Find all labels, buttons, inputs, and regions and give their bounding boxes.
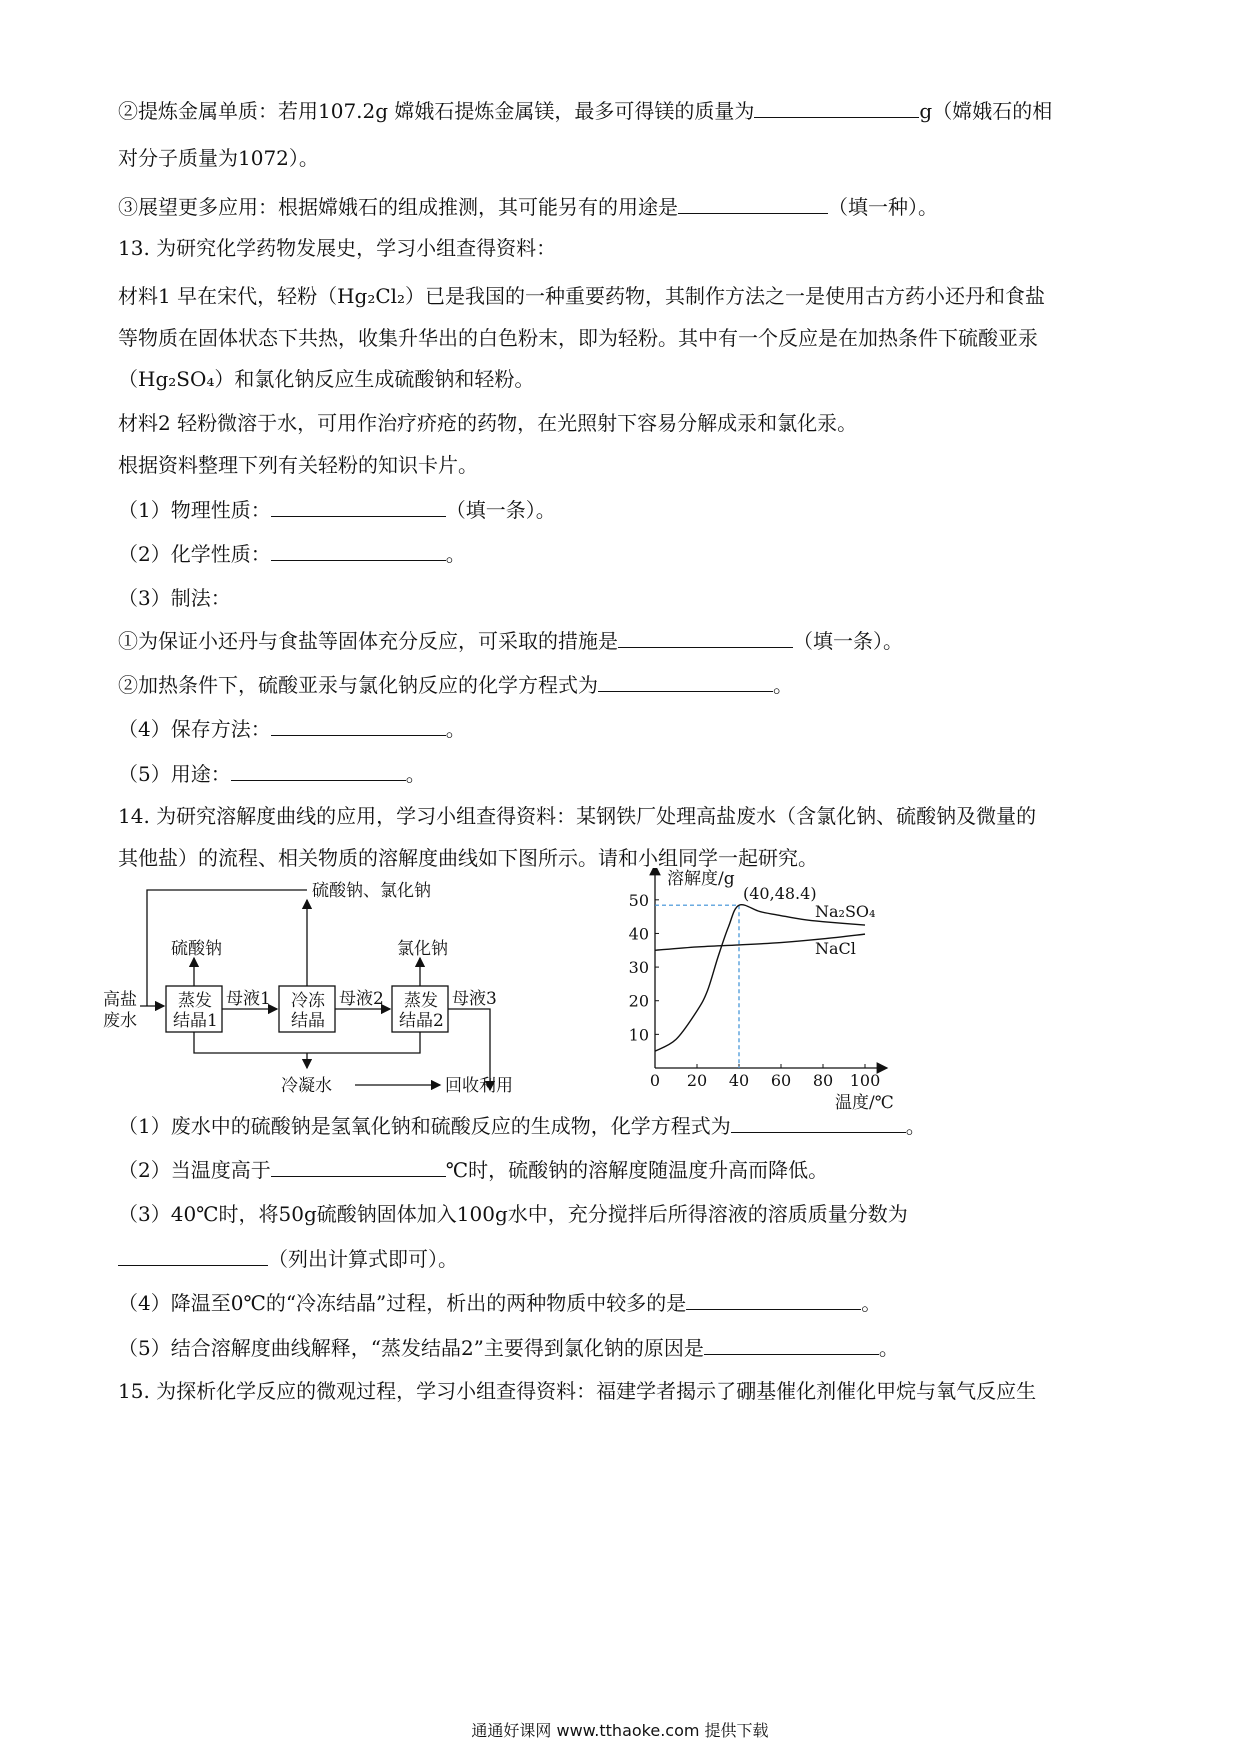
q13-sub3-1: ①为保证小还丹与食盐等固体充分反应，可采取的措施是 （填一条）。 [118, 625, 1128, 656]
q13-material1-line2: 等物质在固体状态下共热，收集升华出的白色粉末，即为轻粉。其中有一个反应是在加热条件下硫酸亚汞 [118, 326, 1038, 350]
x-tick-label: 40 [728, 1071, 750, 1090]
series-label-0: Na₂SO₄ [815, 902, 876, 922]
flow-input-label-2: 废水 [103, 1011, 137, 1031]
flow-out3-label: 氯化钠 [397, 939, 448, 959]
flow-recycle-label: 回收利用 [445, 1076, 513, 1096]
flow-box2-label-1: 冷冻 [291, 991, 325, 1011]
q12-part3: ③展望更多应用：根据嫦娥石的组成推测，其可能另有的用途是 （填一种）。 [118, 191, 1128, 222]
answer-blank[interactable] [598, 669, 773, 692]
x-tick-label: 100 [849, 1071, 881, 1090]
q13-sub4: （4）保存方法： 。 [118, 713, 1128, 744]
answer-blank[interactable] [271, 494, 446, 517]
q15-intro: 15. 为探析化学反应的微观过程，学习小组查得资料：福建学者揭示了硼基催化剂催化甲烷与氧气反应生 [118, 1379, 1037, 1403]
answer-blank[interactable] [618, 625, 793, 648]
q14-sub1: （1）废水中的硫酸钠是氢氧化钠和硫酸反应的生成物，化学方程式为 。 [118, 1110, 1128, 1141]
solubility-chart [620, 868, 950, 1128]
q14-sub3-line2: （列出计算式即可）。 [118, 1243, 1128, 1274]
flow-condensate-label: 冷凝水 [281, 1076, 332, 1096]
flow-liquor1-label: 母液1 [226, 989, 271, 1009]
flow-box2-label-2: 结晶 [291, 1011, 325, 1031]
answer-blank[interactable] [118, 1243, 268, 1266]
q13-sub3-2: ②加热条件下，硫酸亚汞与氯化钠反应的化学方程式为 。 [118, 669, 1128, 700]
q14-sub4: （4）降温至0℃的“冷冻结晶”过程，析出的两种物质中较多的是 。 [118, 1287, 1128, 1318]
flow-top-product-label: 硫酸钠、氯化钠 [312, 881, 431, 901]
q12-part2-line1: ②提炼金属单质：若用107.2g 嫦娥石提炼金属镁，最多可得镁的质量为 g（嫦娥石的相 [118, 95, 1128, 126]
flow-liquor3-label: 母液3 [452, 989, 497, 1009]
q13-sub3: （3）制法： [118, 586, 231, 610]
answer-blank[interactable] [686, 1287, 861, 1310]
flow-box3-label-1: 蒸发 [404, 991, 438, 1011]
answer-blank[interactable] [704, 1332, 879, 1355]
flow-box1-label-2: 结晶1 [173, 1011, 218, 1031]
flow-box3-label-2: 结晶2 [399, 1011, 444, 1031]
y-tick-label: 30 [628, 958, 649, 978]
x-tick-label: 20 [686, 1071, 708, 1090]
answer-blank[interactable] [231, 758, 406, 781]
answer-blank[interactable] [271, 1154, 446, 1177]
y-tick-label: 20 [628, 991, 649, 1011]
q14-sub5: （5）结合溶解度曲线解释，“蒸发结晶2”主要得到氯化钠的原因是 。 [118, 1332, 1128, 1363]
flow-input-label-1: 高盐 [103, 990, 137, 1010]
q13-material1-line3: （Hg₂SO₄）和氯化钠反应生成硫酸钠和轻粉。 [118, 367, 535, 391]
q14-sub3-line1: （3）40℃时，将50g硫酸钠固体加入100g水中，充分搅拌后所得溶液的溶质质量分数为 [118, 1202, 908, 1226]
answer-blank[interactable] [678, 191, 828, 214]
x-tick-label: 60 [770, 1071, 792, 1090]
x-tick-label: 80 [812, 1071, 834, 1090]
y-axis-label: 溶解度/g [667, 869, 735, 889]
process-flowchart [100, 880, 620, 1140]
page-footer: 通通好课网 www.tthaoke.com 提供下载 [471, 1721, 769, 1740]
q14-intro-line1: 14. 为研究溶解度曲线的应用，学习小组查得资料：某钢铁厂处理高盐废水（含氯化钠、硫酸钠及微量的 [118, 804, 1037, 828]
series-label-1: NaCl [815, 939, 856, 959]
point-annotation: (40,48.4) [743, 884, 817, 904]
q13-sub5: （5）用途： 。 [118, 758, 1128, 789]
answer-blank[interactable] [271, 713, 446, 736]
q13-intro: 13. 为研究化学药物发展史，学习小组查得资料： [118, 236, 557, 260]
q13-sub1: （1）物理性质： （填一条）。 [118, 494, 1128, 525]
flow-out1-label: 硫酸钠 [171, 939, 222, 959]
flow-box1-label-1: 蒸发 [178, 991, 212, 1011]
q14-intro-line2: 其他盐）的流程、相关物质的溶解度曲线如下图所示。请和小组同学一起研究。 [118, 846, 818, 870]
q13-material2: 材料2 轻粉微溶于水，可用作治疗疥疮的药物，在光照射下容易分解成汞和氯化汞。 [118, 411, 858, 435]
x-tick-label: 0 [649, 1071, 661, 1090]
q14-sub2: （2）当温度高于 ℃时，硫酸钠的溶解度随温度升高而降低。 [118, 1154, 1128, 1185]
answer-blank[interactable] [731, 1110, 906, 1133]
x-axis-label: 温度/℃ [835, 1093, 894, 1113]
y-tick-label: 50 [628, 890, 649, 910]
q13-lead: 根据资料整理下列有关轻粉的知识卡片。 [118, 453, 478, 477]
y-tick-label: 40 [628, 924, 649, 944]
answer-blank[interactable] [271, 538, 446, 561]
q12-part2-line2: 对分子质量为1072）。 [118, 146, 319, 170]
series-line-0 [655, 905, 865, 1052]
q13-sub2: （2）化学性质： 。 [118, 538, 1128, 569]
answer-blank[interactable] [754, 95, 919, 118]
flow-liquor2-label: 母液2 [339, 989, 384, 1009]
y-tick-label: 10 [628, 1025, 649, 1045]
q13-material1-line1: 材料1 早在宋代，轻粉（Hg₂Cl₂）已是我国的一种重要药物，其制作方法之一是使用古方药小还丹和食盐 [118, 284, 1046, 308]
